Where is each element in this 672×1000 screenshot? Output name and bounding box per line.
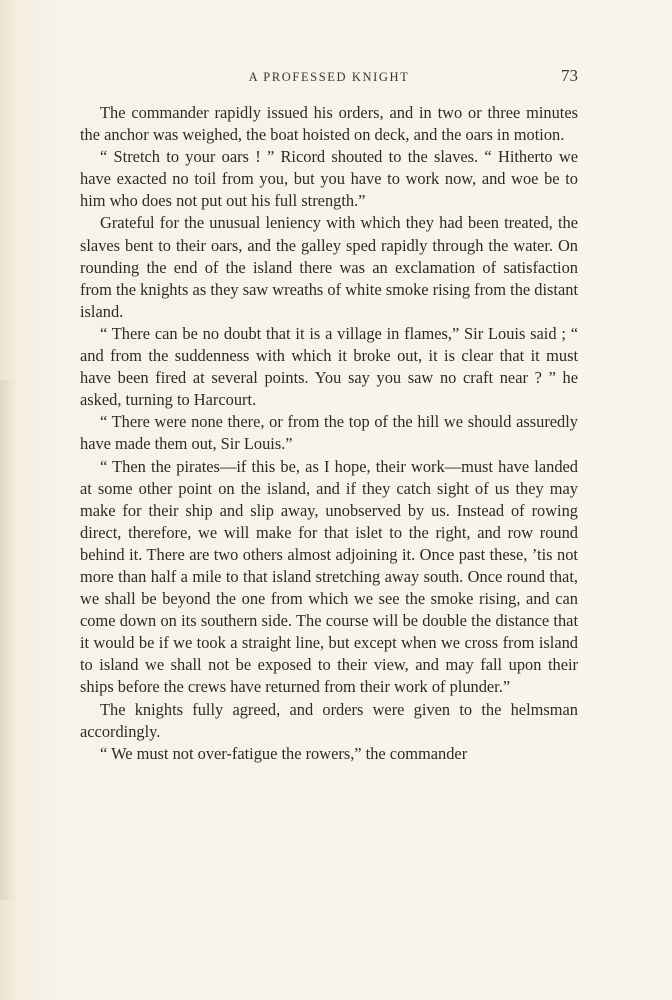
paragraph: The commander rapidly issued his orders, and in two or three minutes the anchor was weighed, the boat hoisted on deck, and the oars in motion. — [80, 103, 578, 145]
paragraph: “ There were none there, or from the top of the hill we should assuredly have made them out, Sir Louis.” — [80, 412, 578, 454]
paragraph: “ Stretch to your oars ! ” Ricord shouted to the slaves. “ Hitherto we have exacted no toil from you, but you have to work now, and woe be to him who does not put out his full strength.” — [80, 147, 578, 211]
page-number: 73 — [561, 66, 578, 85]
paragraph: The knights fully agreed, and orders were given to the helmsman accordingly. — [80, 699, 578, 741]
running-title: A PROFESSED KNIGHT — [248, 70, 410, 84]
running-header — [80, 66, 578, 90]
paragraph: “ We must not over-fatigue the rowers,” the commander — [100, 743, 468, 763]
body-text — [80, 102, 578, 765]
paragraph: “ Then the pirates—if this be, as I hope, their work—must have landed at some other point on the island, and if they catch sight of us they may make for their ship and slip away, unobserved by us. Instead of rowing direct, therefore, we will make for that islet to the right, and row round behind it. There are two others almost adjoining it. Once past these, ’tis not more than half a mile to that island stretching away south. Once round that, we shall be beyond the one from which we see the smoke rising, and can come down on its southern side. The course will be double the distance that it would be if we took a straight line, but except when we cross from island to island we shall not be exposed to their view, and may fall upon their ships before the crews have returned from their work of plunder.” — [80, 456, 578, 697]
paragraph: Grateful for the unusual leniency with which they had been treated, the slaves bent to their oars, and the galley sped rapidly through the water. On rounding the end of the island there was an exclamation of satisfaction from the knights as they saw wreaths of white smoke rising from the distant island. — [80, 213, 578, 321]
gutter-shadow — [0, 380, 16, 900]
paragraph: “ There can be no doubt that it is a village in flames,” Sir Louis said ; “ and from the suddenness with which it broke out, it is clear that it must have been fired at several points. You say you saw no craft near ? ” he asked, turning to Harcourt. — [80, 323, 578, 410]
